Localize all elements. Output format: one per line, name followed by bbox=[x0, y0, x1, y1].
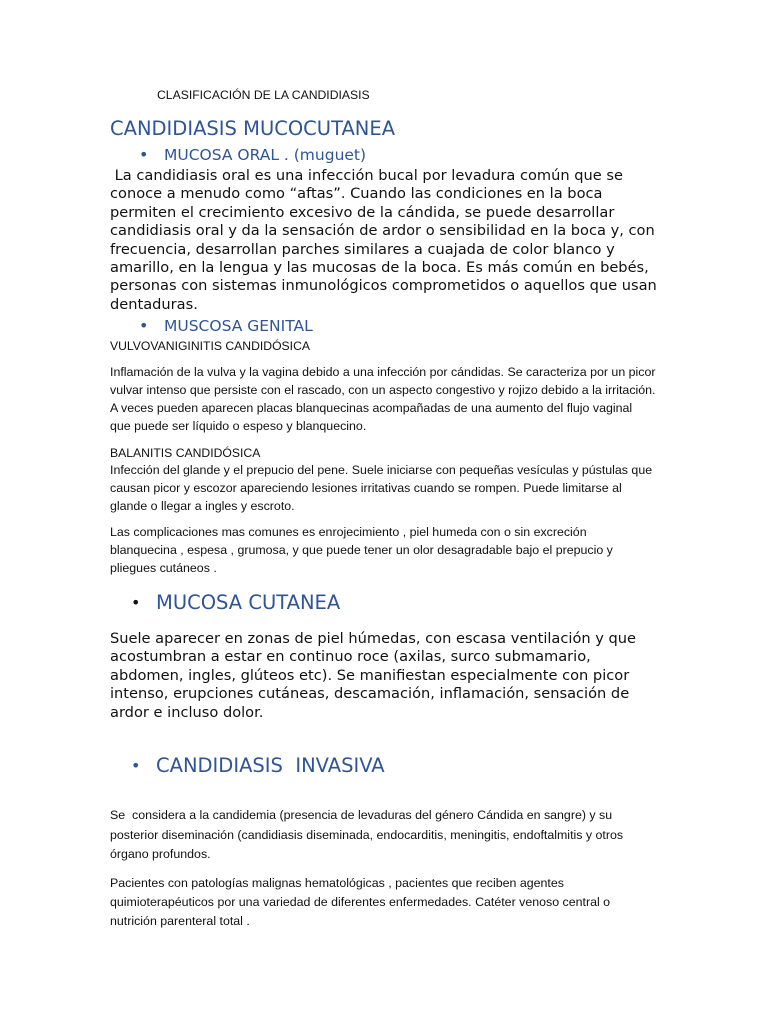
heading-candidiasis-mucocutanea: CANDIDIASIS MUCOCUTANEA bbox=[110, 117, 396, 140]
paragraph-invasiva-1: Se considera a la candidemia (presencia de levaduras del género Cándida en sangre) y su posterior diseminación (candidiasis diseminada, endocarditis, meningitis, endoftalmitis y otros órgano profundos. bbox=[110, 808, 627, 861]
heading-mucosa-oral: MUCOSA ORAL . (muguet) bbox=[164, 146, 367, 164]
bullet-mucosa-oral: • bbox=[139, 145, 149, 164]
heading-mucosa-genital: MUSCOSA GENITAL bbox=[164, 317, 313, 335]
bullet-mucosa-genital: • bbox=[139, 316, 149, 335]
bullet-candidiasis-invasiva: • bbox=[131, 756, 141, 775]
paragraph-complicaciones: Las complicaciones mas comunes es enrojecimiento , piel humeda con o sin excreción blanquecina , espesa , grumosa, y que puede tener un olor desagradable bajo el prepucio y pliegues cutáneos . bbox=[110, 525, 613, 575]
document-title: CLASIFICACIÓN DE LA CANDIDIASIS bbox=[157, 88, 370, 102]
subheading-balanitis: BALANITIS CANDIDÓSICA bbox=[110, 446, 261, 460]
bullet-mucosa-cutanea: • bbox=[131, 593, 141, 612]
paragraph-invasiva-2: Pacientes con patologías malignas hematológicas , pacientes que reciben agentes quimioterapéuticos por una variedad de diferentes enfermedades. Catéter venoso central o nutrición parenteral total . bbox=[110, 876, 611, 928]
paragraph-balanitis: Infección del glande y el prepucio del pene. Suele iniciarse con pequeñas vesículas y pústulas que causan picor y escozor apareciendo lesiones irritativas cuando se rompen. Puede limitarse al glande o llegar a ingles y escroto. bbox=[110, 463, 653, 513]
paragraph-vulvovaginitis: Inflamación de la vulva y la vagina debido a una infección por cándidas. Se caracteriza por un picor vulvar intenso que persiste con el rascado, con un aspecto congestivo y rojizo debido a la irritación. A veces pueden aparecen placas blanquecinas acompañadas de una aumento del flujo vaginal que puede ser líquido o espeso y blanquecino. bbox=[110, 365, 656, 433]
heading-mucosa-cutanea: MUCOSA CUTANEA bbox=[156, 591, 341, 614]
heading-candidiasis-invasiva: CANDIDIASIS INVASIVA bbox=[156, 754, 385, 777]
subheading-vulvovaginitis: VULVOVANIGINITIS CANDIDÓSICA bbox=[110, 339, 310, 353]
paragraph-mucosa-oral: La candidiasis oral es una infección bucal por levadura común que se conoce a menudo como “aftas”. Cuando las condiciones en la boca permiten el crecimiento excesivo de la cándida, se puede desarrollar candidiasis oral y da la sensación de ardor o sensibilidad en la boca y, con frecuencia, desarrollan parches similares a cuajada de color blanco y amarillo, en la lengua y las mucosas de la boca. Es más común en bebés, personas con sistemas inmunológicos comprometidos o aquellos que usan dentaduras. bbox=[110, 167, 662, 313]
paragraph-mucosa-cutanea: Suele aparecer en zonas de piel húmedas, con escasa ventilación y que acostumbran a estar en continuo roce (axilas, surco submamario, abdomen, ingles, glúteos etc). Se manifiestan especialmente con picor intenso, erupciones cutáneas, descamación, inflamación, sensación de ardor e incluso dolor. bbox=[110, 630, 637, 721]
